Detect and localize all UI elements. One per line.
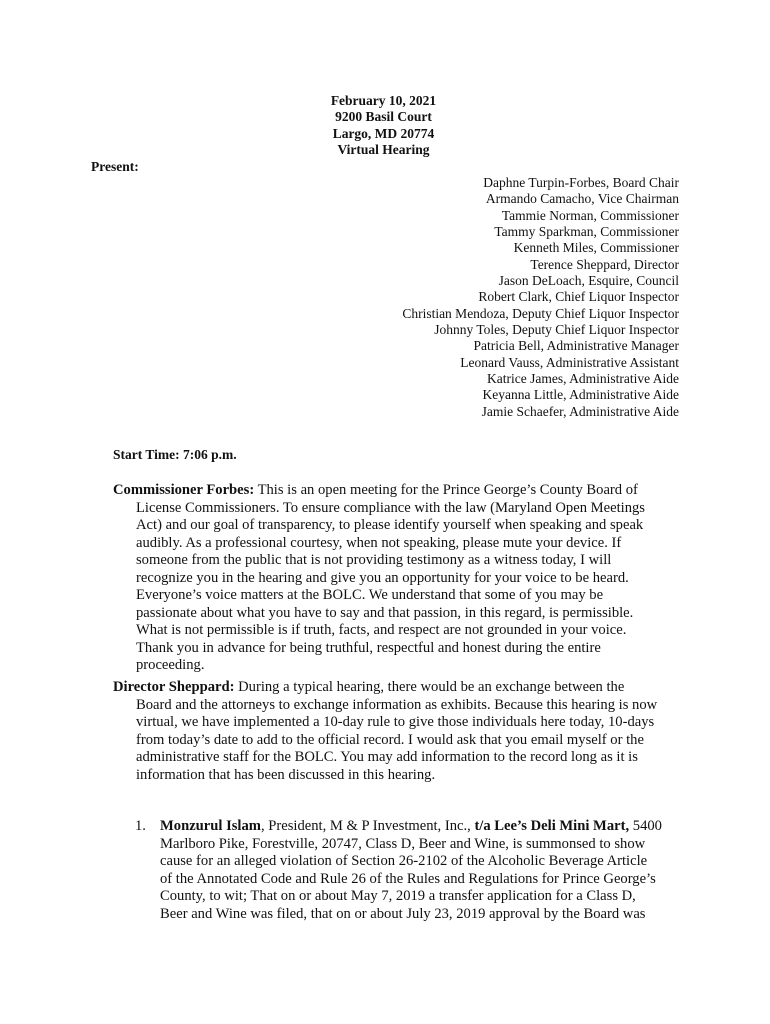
attendee: Tammy Sparkman, Commissioner: [494, 224, 679, 240]
statement-line: information that has been discussed in this hearing.: [136, 766, 436, 783]
attendee: Terence Sheppard, Director: [530, 256, 679, 272]
statement-line: Thank you in advance for being truthful, respectful and honest during the entire: [136, 639, 601, 656]
statement-line: License Commissioners. To ensure compliance with the law (Maryland Open Meetings: [136, 499, 645, 516]
item-line: Beer and Wine was filed, that on or about July 23, 2019 approval by the Board was: [160, 905, 646, 922]
statement-line: What is not permissible is if truth, facts, and respect are not grounded in your voice.: [136, 622, 627, 638]
start-time-label: Start Time:: [113, 447, 180, 462]
item-line: County, to wit; That on or about May 7, 2019 a transfer application for a Class D,: [160, 888, 636, 904]
attendee: Kenneth Miles, Commissioner: [513, 240, 679, 256]
forbes-statement: [113, 482, 673, 675]
statement-line: recognize you in the hearing and give you an opportunity for your voice to be heard.: [136, 569, 629, 586]
speaker-name: Director Sheppard:: [113, 679, 235, 695]
meeting-date: February 10, 2021: [330, 93, 437, 108]
statement-line: passionate about what you have to say and that passion, in this regard, is permissible.: [136, 604, 634, 621]
attendee: Jason DeLoach, Esquire, Council: [498, 273, 679, 289]
attendee: Leonard Vauss, Administrative Assistant: [460, 354, 679, 370]
attendee: Armando Camacho, Vice Chairman: [485, 191, 679, 207]
trade-name: t/a Lee’s Deli Mini Mart,: [474, 818, 630, 834]
present-label: Present:: [91, 159, 139, 174]
attendee: Patricia Bell, Administrative Manager: [473, 338, 679, 354]
item-line: of the Annotated Code and Rule 26 of the Rules and Regulations for Prince George’s: [160, 870, 656, 887]
attendee: Daphne Turpin-Forbes, Board Chair: [483, 175, 679, 190]
speaker-name: Commissioner Forbes:: [113, 482, 255, 498]
item-number: 1.: [135, 818, 146, 834]
statement-text: During a typical hearing, there would be an exchange between the: [234, 679, 625, 695]
sheppard-statement: [113, 679, 673, 784]
statement-line: Board and the attorneys to exchange information as exhibits. Because this hearing is now: [136, 696, 658, 713]
statement-line: Everyone’s voice matters at the BOLC. We understand that some of you may be: [136, 587, 604, 603]
statement-line: administrative staff for the BOLC. You may add information to the record long as it is: [136, 749, 638, 765]
item-body: [160, 818, 662, 923]
statement-line: audibly. As a professional courtesy, when not speaking, please mute your device. If: [136, 534, 622, 551]
meeting-city: Largo, MD 20774: [332, 125, 435, 141]
attendee: Christian Mendoza, Deputy Chief Liquor Inspector: [402, 305, 679, 321]
statement-line: virtual, we have implemented a 10-day rule to give those individuals here today, 10-days: [136, 714, 655, 730]
attendee: Tammie Norman, Commissioner: [501, 207, 679, 223]
meeting-header: [0, 93, 770, 158]
attendee: Katrice James, Administrative Aide: [487, 371, 679, 387]
meeting-address: 9200 Basil Court: [335, 109, 432, 125]
attendee: Johnny Toles, Deputy Chief Liquor Inspector: [434, 322, 679, 338]
licensee-name: Monzurul Islam: [160, 818, 261, 834]
meeting-type: Virtual Hearing: [337, 141, 430, 157]
attendee-list: [402, 175, 679, 420]
start-time: [113, 447, 237, 463]
item-line: Marlboro Pike, Forestville, 20747, Class D, Beer and Wine, is summonsed to show: [160, 835, 646, 852]
statement-text: This is an open meeting for the Prince George’s County Board of: [254, 482, 638, 498]
start-time-value: 7:06 p.m.: [183, 447, 237, 462]
statement-line: Act) and our goal of transparency, to please identify yourself when speaking and speak: [136, 517, 644, 533]
attendee: Keyanna Little, Administrative Aide: [482, 387, 679, 403]
statement-line: proceeding.: [136, 657, 205, 673]
item-text: 5400: [629, 818, 662, 834]
item-line: cause for an alleged violation of Section 26-2102 of the Alcoholic Beverage Article: [160, 853, 648, 869]
attendee: Jamie Schaefer, Administrative Aide: [481, 403, 679, 419]
attendee: Robert Clark, Chief Liquor Inspector: [478, 289, 679, 305]
statement-line: from today’s date to add to the official record. I would ask that you email myself or the: [136, 731, 644, 748]
statement-line: someone from the public that is not providing testimony as a witness today, I will: [136, 552, 612, 568]
item-text: , President, M & P Investment, Inc.,: [260, 818, 475, 834]
